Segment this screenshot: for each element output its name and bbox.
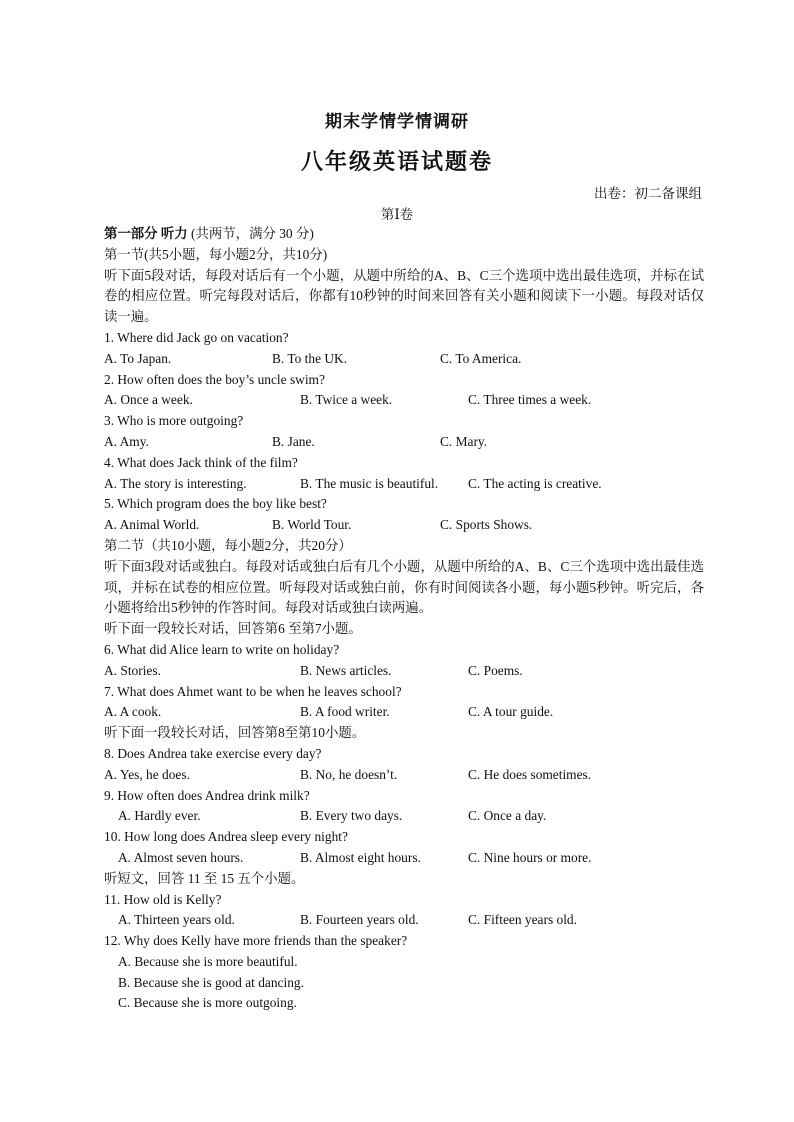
option-a: A. Almost seven hours. [118,849,244,865]
option-b: B. Every two days. [300,808,403,824]
group-intro: 听下面一段较长对话，回答第6 至第7小题。 [104,621,362,637]
question-text: 1. Where did Jack go on vacation? [104,329,289,345]
group-intro: 听下面一段较长对话，回答第8至第10小题。 [104,725,366,741]
option-a: A. Once a week. [104,392,193,408]
question-options [104,806,704,827]
option-c: C. Sports Shows. [440,517,533,533]
option-c: C. He does sometimes. [468,766,592,782]
option-c: C. Mary. [440,433,488,449]
question-options [104,661,704,682]
option-c: C. Fifteen years old. [468,912,577,928]
option-c: C. Poems. [468,662,523,678]
exam-subtitle: 八年级英语试题卷 [300,149,493,174]
option-b: B. Because she is good at dancing. [118,974,304,990]
option-a: A. To Japan. [104,350,172,366]
option-a: A. Stories. [104,662,161,678]
question-text: 10. How long does Andrea sleep every night? [104,829,348,845]
option-c: C. Three times a week. [468,392,592,408]
option-a: A. Thirteen years old. [118,912,235,928]
option-c: C. The acting is creative. [468,475,602,491]
question-text: 5. Which program does the boy like best? [104,496,327,512]
question-options [104,765,704,786]
option-c: C. Nine hours or more. [468,849,592,865]
question-text: 3. Who is more outgoing? [104,413,244,429]
question-options [104,432,704,453]
option-a: A. Animal World. [104,517,200,533]
question-options [104,702,704,723]
question-options [104,390,704,411]
option-c: C. Because she is more outgoing. [118,995,297,1011]
exam-title: 期末学情学情调研 [325,112,469,131]
option-b: B. News articles. [300,662,392,678]
question-options [104,515,704,536]
option-a: A. Because she is more beautiful. [118,953,298,969]
option-b: B. A food writer. [300,704,390,720]
question-text: 12. Why does Kelly have more friends than the speaker? [104,933,408,949]
volume-label: 第Ⅰ卷 [380,207,414,222]
option-b: B. The music is beautiful. [300,475,439,491]
option-a: A. Yes, he does. [104,766,190,782]
question-options [104,848,704,869]
section2-heading: 第二节（共10小题，每小题2分，共20分） [104,537,352,553]
option-b: B. No, he doesn’t. [300,766,398,782]
option-b: B. Fourteen years old. [300,912,419,928]
question-options [104,910,704,931]
question-text: 6. What did Alice learn to write on holiday? [104,641,340,657]
question-text: 4. What does Jack think of the film? [104,454,298,470]
question-options [104,474,704,495]
option-b: B. Almost eight hours. [300,849,421,865]
option-c: C. A tour guide. [468,704,554,720]
part1-heading-rest: (共两节，满分 30 分) [187,226,314,241]
question-options [104,349,704,370]
question-text: 9. How often does Andrea drink milk? [104,787,310,803]
option-b: B. World Tour. [272,517,352,533]
exam-content [104,224,704,1014]
option-b: B. Twice a week. [300,392,393,408]
option-a: A. The story is interesting. [104,475,247,491]
question-text: 8. Does Andrea take exercise every day? [104,745,322,761]
option-c: C. Once a day. [468,808,547,824]
section1-heading: 第一节(共5小题，每小题2分，共10分) [104,246,328,262]
question-text: 2. How often does the boy’s uncle swim? [104,371,325,387]
group-intro: 听短文，回答 11 至 15 五个小题。 [104,870,305,886]
option-b: B. Jane. [272,433,315,449]
exam-author: 出卷：初二备课组 [594,186,702,201]
section2-instructions: 听下面3段对话或独白。每段对话或独白后有几个小题，从题中所给的A、B、C三个选项中选出最佳选项，并标在试卷的相应位置。听每段对话或独白前，你有时间阅读各小题，每小题5秒钟。听完后，各小题将给出5秒钟的作答时间。每段对话或独白读两遍。 [104,558,704,616]
option-c: C. To America. [440,350,522,366]
option-a: A. A cook. [104,704,162,720]
option-b: B. To the UK. [272,350,348,366]
part1-heading-bold: 第一部分 听力 [104,226,188,241]
option-a: A. Amy. [104,433,149,449]
question-text: 11. How old is Kelly? [104,891,222,907]
question-text: 7. What does Ahmet want to be when he leaves school? [104,683,402,699]
part1-heading [104,224,704,245]
option-a: A. Hardly ever. [118,808,201,824]
section1-instructions: 听下面5段对话，每段对话后有一个小题，从题中所给的A、B、C三个选项中选出最佳选项，并标在试卷的相应位置。听完每段对话后，你都有10秒钟的时间来回答有关小题和阅读下一小题。每段对话仅读一遍。 [104,267,704,325]
